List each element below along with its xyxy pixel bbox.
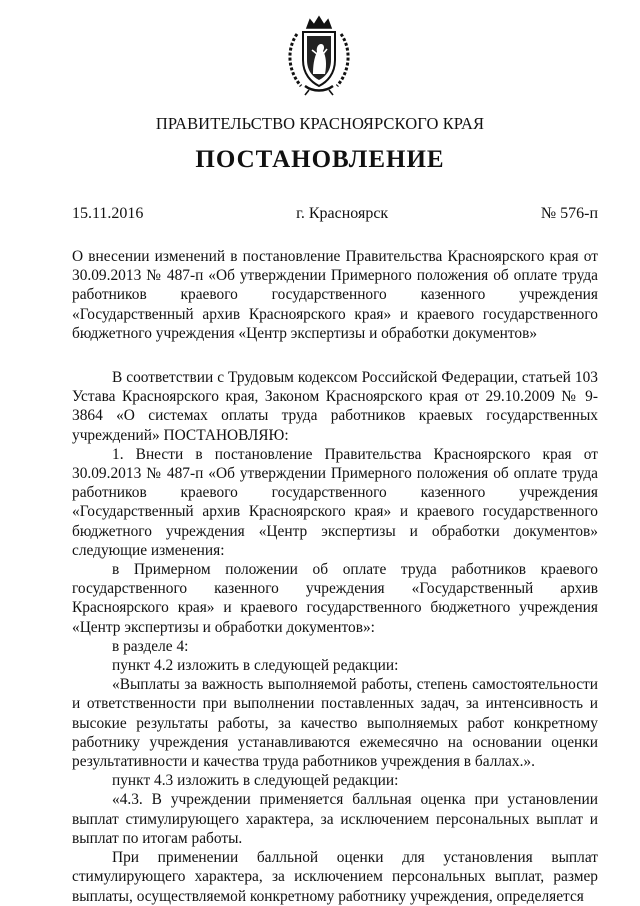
document-body — [72, 247, 598, 906]
item-1-paragraph: 1. Внести в постановление Правительства Красноярского края от 30.09.2013 № 487-п «Об утверждении Примерного положения об оплате труда работников краевого государственного казенного учреждения «Государственный архив Красноярского края» и краевого государственного бюджетного учреждения «Центр экспертизы и обработки документов» следующие изменения: — [72, 445, 598, 559]
government-name: ПРАВИТЕЛЬСТВО КРАСНОЯРСКОГО КРАЯ — [155, 114, 485, 133]
document-number: № 576-п — [540, 205, 598, 222]
document-city: г. Красноярск — [296, 205, 389, 222]
section-4-line: в разделе 4: — [112, 637, 189, 655]
title-text: О внесении изменений в постановление Правительства Красноярского края от 30.09.2013 № 487-п «Об утверждении Примерного положения об оплате труда работников краевого государственного казенного учреждения «Государственный архив Красноярского края» и краевого государственного бюджетного учреждения «Центр экспертизы и обработки документов» — [72, 248, 598, 342]
document-date: 15.11.2016 — [72, 205, 144, 222]
preamble-paragraph: В соответствии с Трудовым кодексом Российской Федерации, статьей 103 Устава Красноярского края, Законом Красноярского края от 29.10.2009 № 9-3864 «О системах оплаты труда работников краевых государственных учреждений» ПОСТАНОВЛЯЮ: — [72, 369, 598, 444]
point-4-2-line: пункт 4.2 изложить в следующей редакции: — [112, 657, 399, 675]
document-title — [72, 247, 598, 343]
date-line — [72, 205, 598, 223]
amendment-intro-paragraph: в Примерном положении об оплате труда работников краевого государственного казенного учреждения «Государственный архив Красноярского края» и краевого государственного бюджетного учреждения «Центр экспертизы и обработки документов»: — [72, 561, 598, 636]
point-4-3-line: пункт 4.3 изложить в следующей редакции: — [112, 772, 399, 790]
point-4-3-text: «4.3. В учреждении применяется балльная оценка при установлении выплат стимулирующего характера, за исключением персональных выплат и выплат по итогам работы. — [72, 791, 598, 847]
point-4-2-text: «Выплаты за важность выполняемой работы, степень самостоятельности и ответственности при выполнении поставленных задач, за интенсивность и высокие результаты работы, за качество выполняемых работ конкретному работнику учреждения устанавливаются ежемесячно на основании оценки результативности и качества труда работников учреждения в баллах.». — [72, 676, 598, 771]
document-type: ПОСТАНОВЛЕНИЕ — [195, 146, 445, 173]
coat-of-arms-icon — [283, 14, 355, 96]
scoring-paragraph: При применении балльной оценки для установления выплат стимулирующего характера, за исключением персональных выплат, размер выплаты, осуществляемой конкретному работнику учреждения, определяется — [72, 849, 598, 905]
